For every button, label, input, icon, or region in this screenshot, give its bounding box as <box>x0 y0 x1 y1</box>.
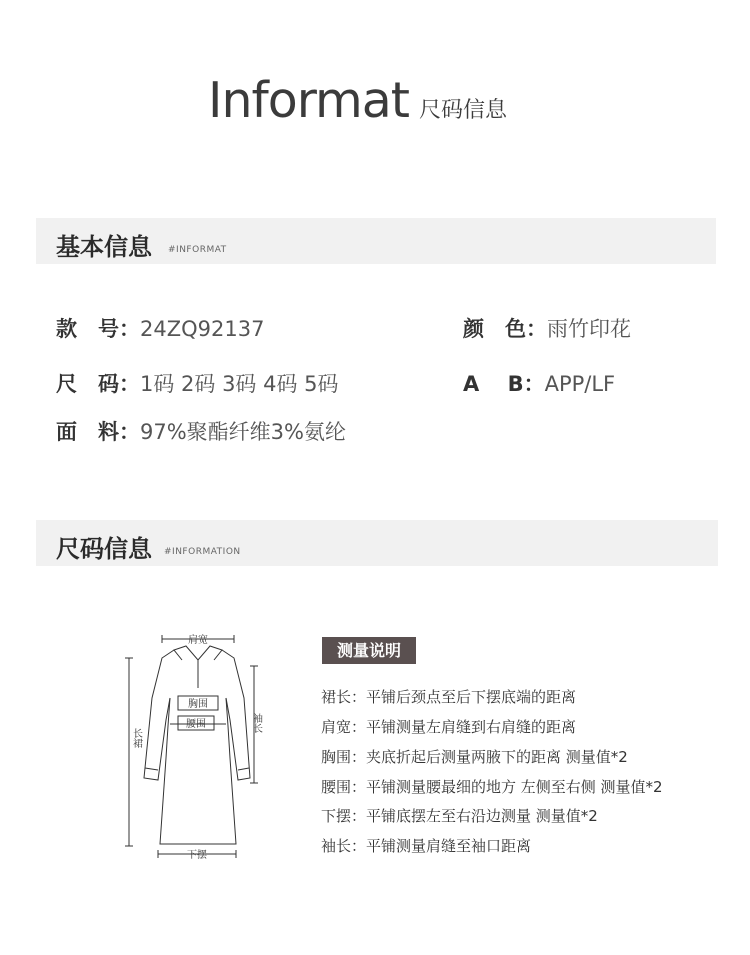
info-value: 97%聚酯纤维3%氨纶 <box>140 420 346 444</box>
size-info-heading: 尺码信息 <box>56 535 152 563</box>
info-color <box>463 313 631 343</box>
title-chinese: 尺码信息 <box>419 98 508 123</box>
info-ab <box>463 368 615 398</box>
measure-line <box>321 776 663 797</box>
measure-text: 平铺测量腰最细的地方 左侧至右侧 测量值*2 <box>366 778 663 796</box>
page-title <box>208 72 507 129</box>
size-info-tag: #INFORMATION <box>164 547 241 557</box>
basic-info-header <box>36 218 716 264</box>
info-label: 款 号： <box>56 317 140 341</box>
label-length: 长裙 <box>130 728 142 748</box>
size-info-header <box>36 520 718 566</box>
measure-text: 夹底折起后测量两腋下的距离 测量值*2 <box>366 748 628 766</box>
info-fabric <box>56 416 346 446</box>
label-waist: 腰围 <box>186 719 206 730</box>
measure-title: 测量说明 <box>322 637 416 664</box>
info-value: 1码 2码 3码 4码 5码 <box>140 372 339 396</box>
info-label: A B： <box>463 372 545 396</box>
info-sizes <box>56 368 339 398</box>
measure-text: 平铺后颈点至后下摆底端的距离 <box>366 688 577 706</box>
measure-label: 肩宽： <box>321 718 367 736</box>
basic-info-heading: 基本信息 <box>56 233 152 261</box>
measure-label: 下摆： <box>321 807 367 825</box>
measure-text: 平铺测量左肩缝到右肩缝的距离 <box>366 718 577 736</box>
info-label: 颜 色： <box>463 317 547 341</box>
dress-diagram <box>118 628 278 868</box>
measure-text: 平铺测量肩缝至袖口距离 <box>366 837 532 855</box>
measure-label: 裙长： <box>321 688 367 706</box>
measure-line <box>321 835 531 856</box>
measure-text: 平铺底摆左至右沿边测量 测量值*2 <box>366 807 598 825</box>
info-label: 面 料： <box>56 420 140 444</box>
label-chest: 胸围 <box>188 699 208 710</box>
label-sleeve: 袖长 <box>250 713 262 733</box>
label-shoulder: 肩宽 <box>188 635 208 646</box>
measure-line <box>321 716 576 737</box>
basic-info-tag: #INFORMAT <box>168 245 227 255</box>
title-english: Informat <box>208 72 409 129</box>
info-value: 24ZQ92137 <box>140 317 265 341</box>
measure-label: 胸围： <box>321 748 367 766</box>
measure-line <box>321 746 628 767</box>
info-label: 尺 码： <box>56 372 140 396</box>
measure-label: 袖长： <box>321 837 367 855</box>
info-style-number <box>56 313 264 343</box>
info-value: 雨竹印花 <box>547 317 631 341</box>
label-hem: 下摆 <box>187 850 207 861</box>
measure-line <box>321 686 576 707</box>
measure-label: 腰围： <box>321 778 367 796</box>
measure-line <box>321 805 598 826</box>
info-value: APP/LF <box>544 372 616 396</box>
